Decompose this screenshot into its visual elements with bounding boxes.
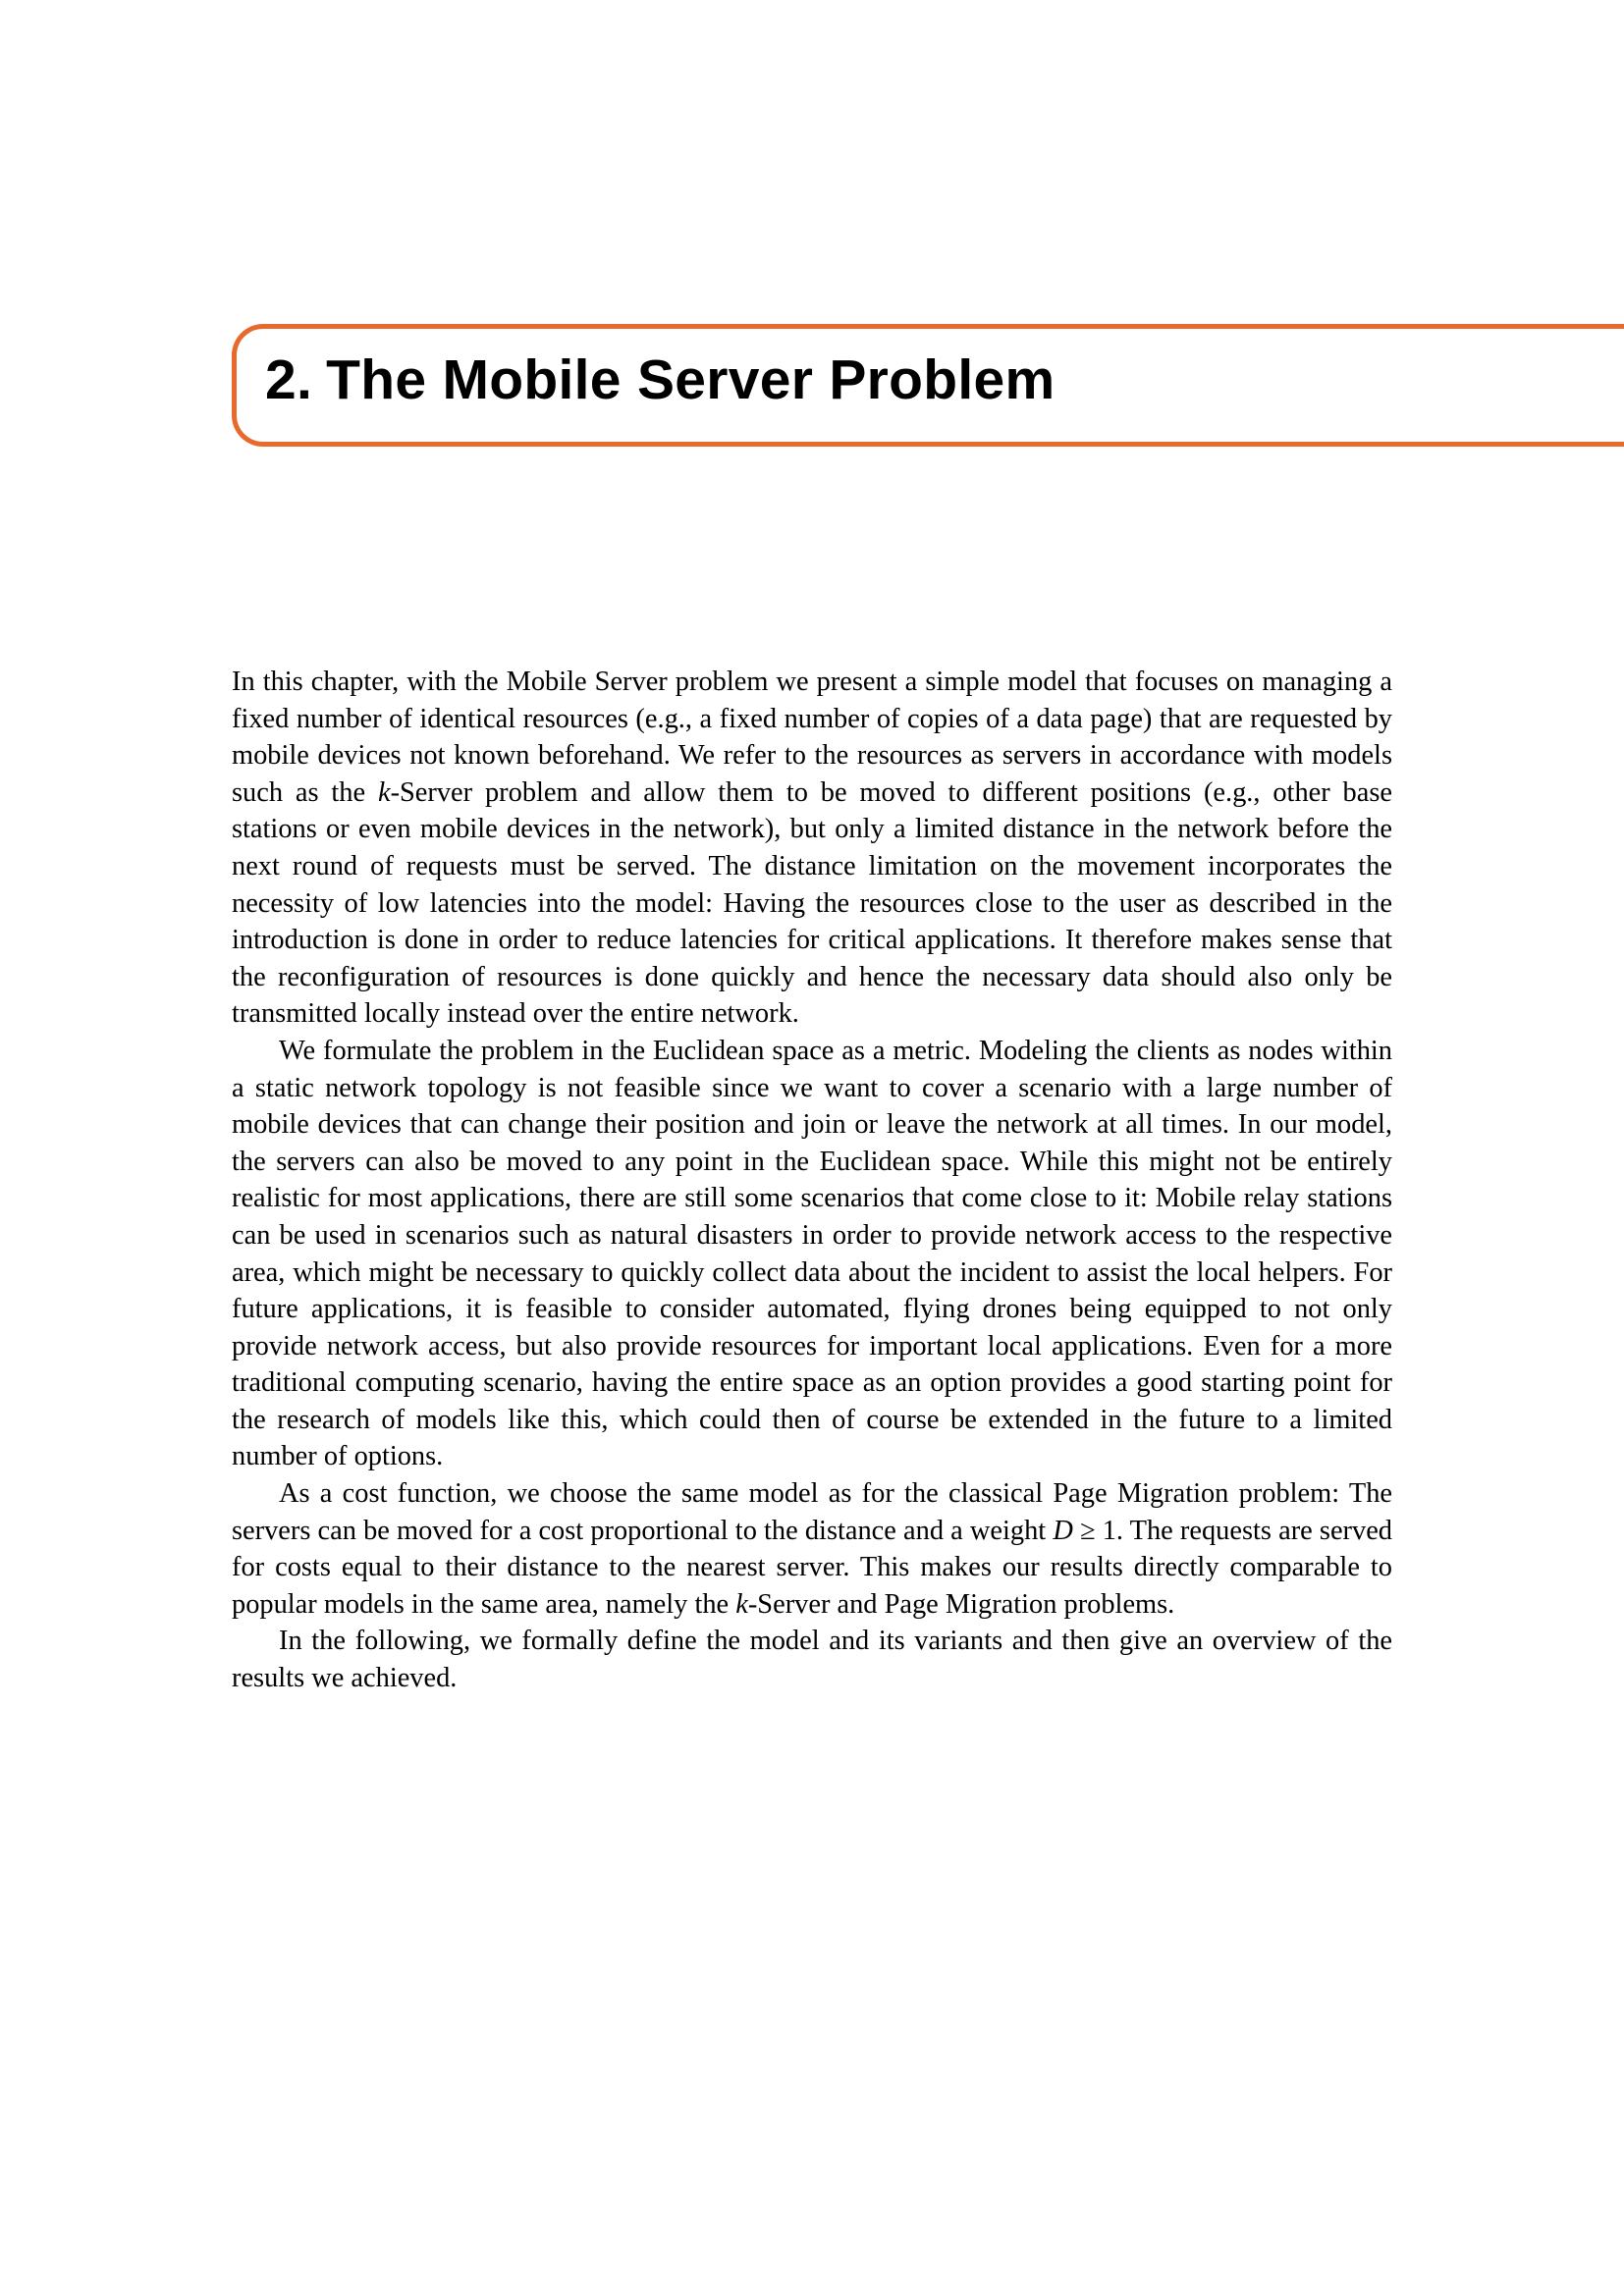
chapter-number: 2. [265, 348, 313, 411]
math-d: D [1053, 1515, 1073, 1546]
chapter-title-text: The Mobile Server Problem [326, 348, 1056, 411]
math-k: k [735, 1588, 748, 1620]
chapter-body [232, 664, 1392, 1697]
paragraph-2: We formulate the problem in the Euclidean space as a metric. Modeling the clients as nodes within a static network topology is not feasible since we want to cover a scenario with a large number of mobile devices that can change their position and join or leave the network at all times. In our model, the servers can also be moved to any point in the Euclidean space. While this might not be entirely realistic for most applications, there are still some scenarios that come close to it: Mobile relay stations can be used in scenarios such as natural disasters in order to provide network access to the respective area, which might be necessary to quickly collect data about the incident to assist the local helpers. For future applications, it is feasible to consider automated, flying drones being equipped to not only provide network access, but also provide resources for important local applications. Even for a more traditional computing scenario, having the entire space as an option provides a good starting point for the research of models like this, which could then of course be extended in the future to a limited number of options. [232, 1035, 1392, 1472]
paragraph-1-text-a: In this chapter, with the Mobile Server problem we present a simple model that focuses on managing a fixed number of identical resources (e.g., a fixed number of copies of a data page) that are requested by mobile devices not known beforehand. We refer to the resources as servers in accordance with models such as the [232, 667, 1392, 808]
paragraph-3-text-b: ≥ 1. The requests are served for costs equal to their distance to the nearest server. This makes our results directly comparable to popular models in the same area, namely the [232, 1515, 1392, 1620]
paragraph-3 [232, 1475, 1392, 1623]
paragraph-1 [232, 664, 1392, 1033]
paragraph-3-text-a: As a cost function, we choose the same model as for the classical Page Migration problem: The servers can be moved for a cost proportional to the distance and a weight [232, 1478, 1392, 1546]
math-k: k [377, 776, 391, 808]
paragraph-3-text-c: -Server and Page Migration problems. [747, 1588, 1175, 1620]
chapter-title [265, 346, 1056, 414]
paragraph-4: In the following, we formally define the model and its variants and then give an overview of the results we achieved. [232, 1626, 1392, 1694]
paragraph-1-text-b: -Server problem and allow them to be moved to different positions (e.g., other base stations or even mobile devices in the network), but only a limited distance in the network before the next round of requests must be served. The distance limitation on the movement incorporates the necessity of low latencies into the model: Having the resources close to the user as described in the introduction is done in order to reduce latencies for critical applications. It therefore makes sense that the reconfiguration of resources is done quickly and hence the necessary data should also only be transmitted locally instead over the entire network. [232, 776, 1392, 1030]
